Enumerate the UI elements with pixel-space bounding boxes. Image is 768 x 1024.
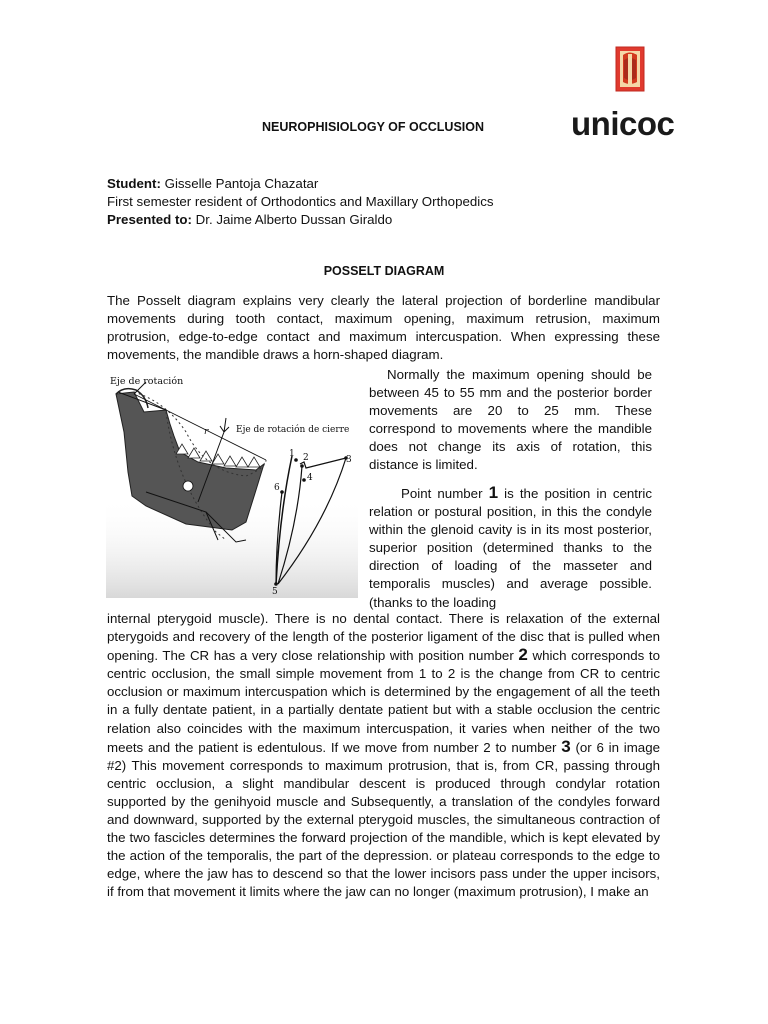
point-label-6: 6 — [274, 483, 280, 493]
paragraph-point-1 — [369, 484, 652, 612]
point-label-1: 1 — [289, 449, 295, 459]
student-label: Student: — [107, 176, 161, 191]
unicoc-logo-icon — [615, 46, 645, 92]
label-closing-axis: Eje de rotación de cierre — [236, 425, 350, 435]
point-number-2: 2 — [518, 645, 528, 665]
point-label-3: 3 — [346, 455, 352, 465]
p4-part1: internal pterygoid muscle). There is no dental contact. There is relaxation of the external pterygoids and recovery of the length of the posterior ligament of the disc that is pulled when opening. The CR has a very close relationship with position number — [107, 611, 660, 664]
posselt-jaw-figure — [106, 372, 358, 598]
point-label-2: 2 — [303, 453, 309, 463]
paragraph-continuation — [107, 610, 660, 902]
presented-name: Dr. Jaime Alberto Dussan Giraldo — [191, 212, 393, 227]
paragraph-intro: The Posselt diagram explains very clearly the lateral projection of borderline mandibular movements during tooth contact, maximum opening, maximum retrusion, maximum protrusion, edge-to-edge contact and maximum intercuspation. When expressing these movements, the mandible draws a horn-shaped diagram. — [107, 293, 660, 363]
student-name: Gisselle Pantoja Chazatar — [160, 176, 319, 191]
presented-line — [107, 211, 392, 229]
label-rotation-axis: Eje de rotación — [110, 376, 184, 387]
label-r: r — [204, 427, 209, 437]
p3-before: Point number — [401, 486, 489, 501]
point-label-4: 4 — [307, 473, 313, 483]
point-number-1: 1 — [488, 483, 499, 502]
document-title: NEUROPHISIOLOGY OF OCCLUSION — [262, 120, 485, 134]
presented-label: Presented to: — [107, 212, 192, 227]
point-label-5: 5 — [272, 587, 278, 597]
p4-part2: which corresponds to centric occlusion, the small simple movement from 1 to 2 is the change from CR to centric occlusion or maximum intercuspation which is determined by the engagement of all the teeth in a fully dentate patient, in a partially dentate patient but with a stable occlusion the centric relation also coincides with the maximum intercuspation, it varies when neither of the two meets and the patient is edentulous. If we move from number 2 to number — [107, 648, 660, 755]
point-number-3: 3 — [561, 736, 571, 756]
student-line — [107, 175, 318, 193]
p3-after: is the position in centric relation or postural position, in this the condyle within the glenoid cavity is in its most posterior, superior position (determined thanks to the direction of loading of the masseter and temporalis muscles) and average possible. (thanks to the loading — [369, 486, 652, 610]
logo-wordmark: unicoc — [571, 105, 675, 142]
section-title: POSSELT DIAGRAM — [323, 264, 445, 278]
student-role: First semester resident of Orthodontics and Maxillary Orthopedics — [107, 194, 494, 209]
paragraph-max-opening: Normally the maximum opening should be between 45 to 55 mm and the posterior border movements are 20 to 25 mm. These correspond to movements where the mandible does not change its axis of rotation, this distance is limited. — [369, 367, 652, 473]
p4-part3: (or 6 in image #2) This movement corresponds to maximum protrusion, that is, from CR, passing through centric occlusion, a slight mandibular descent is produced through condylar rotation supported by the genihyoid muscle and Subsequently, a translation of the condyles forward and downward, supported by the external pterygoid muscles, the simultaneous contraction of the two fascicles determines the forward projection of the mandible, which is kept elevated by the action of the temporalis, the part of the depression. or plateau corresponds to the edge to edge, where the jaw has to descend so that the lower incisors pass under the upper incisors, if from that movement it limits where the jaw can no longer (maximum protrusion), I make an — [107, 739, 660, 900]
